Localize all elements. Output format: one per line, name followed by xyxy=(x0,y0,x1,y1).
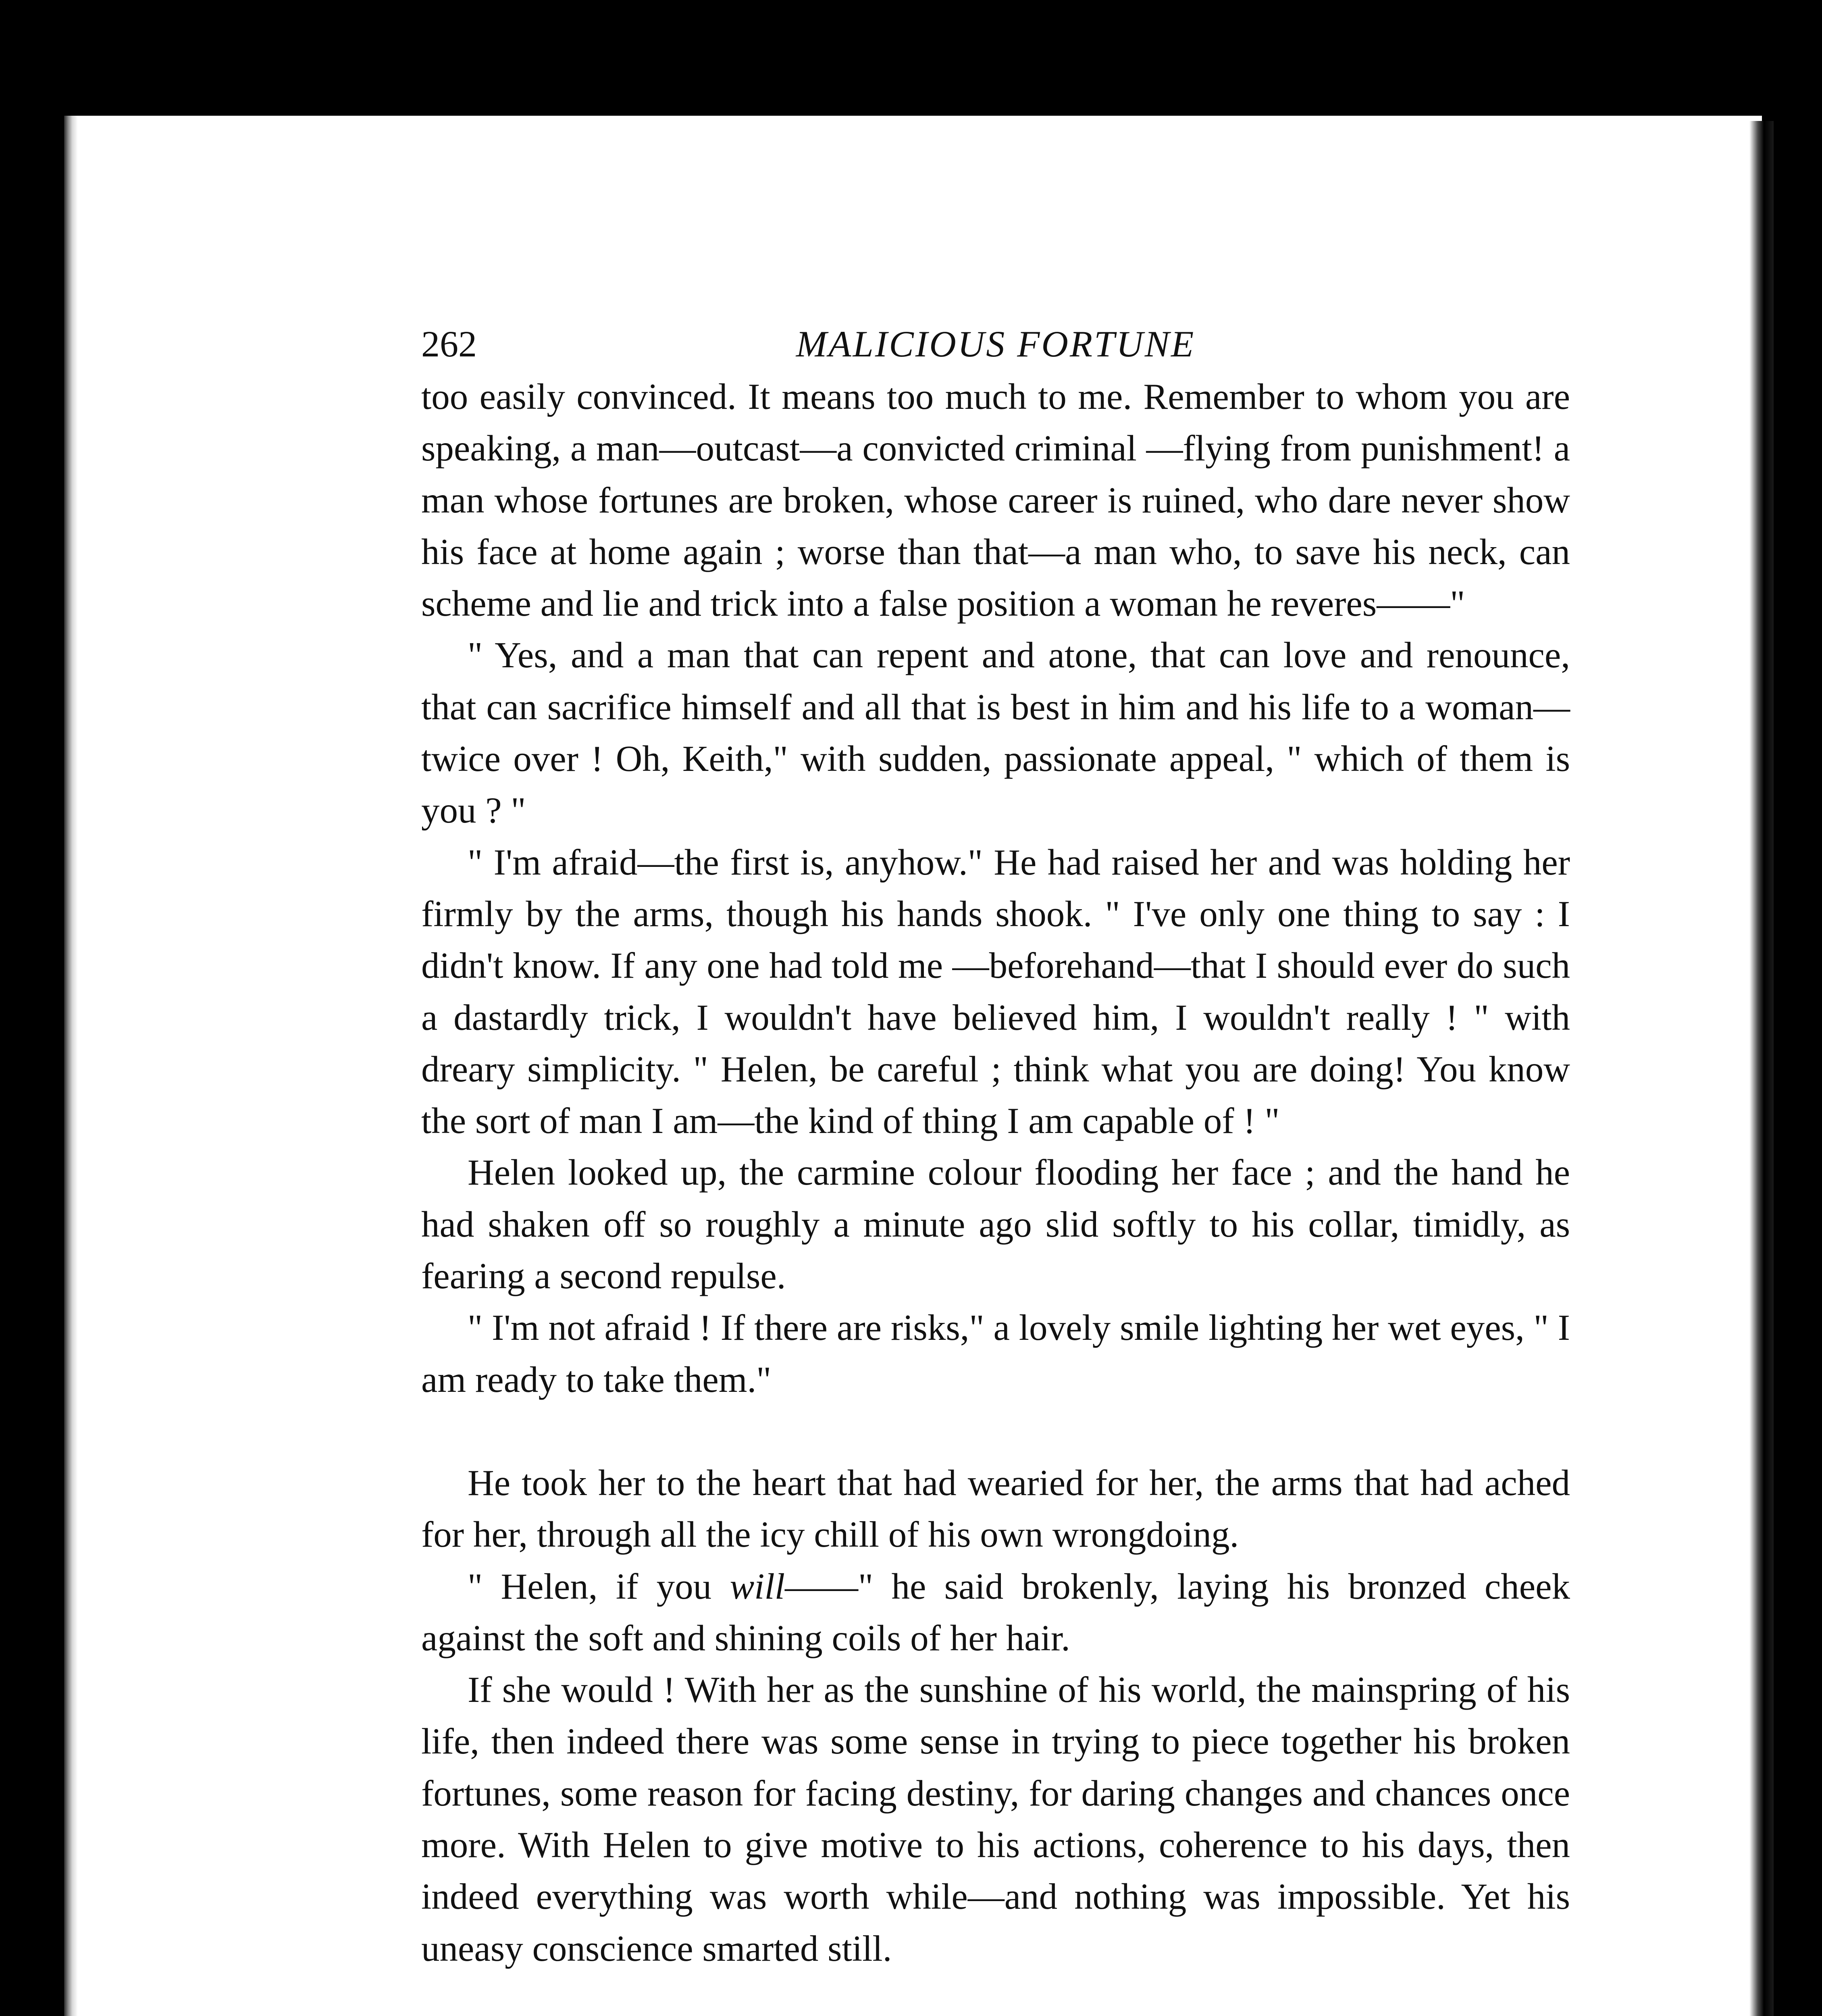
emphasis-will: will xyxy=(730,1566,785,1607)
page-left-edge-shadow xyxy=(64,116,78,2016)
paragraph-7 xyxy=(421,1561,1570,1664)
paragraph-8: If she would ! With her as the sunshine of his world, the mainspring of his life, then indeed there was some sense in trying to piece together his broken fortunes, some reason for facing destiny, for daring changes and chances once more. With Helen to give motive to his actions, coherence to his days, then indeed everything was worth while—and nothing was impossible. Yet his uneasy conscience smarted still. xyxy=(421,1669,1570,1969)
paragraph-6: He took her to the heart that had wearied for her, the arms that had ached for her, through all the icy chill of his own wrongdoing. xyxy=(421,1462,1570,1555)
paragraph-2: " Yes, and a man that can repent and atone, that can love and renounce, that can sacrifice himself and all that is best in him and his life to a woman—twice over ! Oh, Keith," with sudden, passionate appeal, " which of them is you ? " xyxy=(421,635,1570,831)
running-title: MALICIOUS FORTUNE xyxy=(796,323,1196,364)
running-header xyxy=(421,323,1570,371)
paragraph-7-before: " Helen, if you xyxy=(468,1566,730,1607)
paragraph-3: " I'm afraid—the first is, anyhow." He had raised her and was holding her firmly by the arms, though his hands shook. " I've only one thing to say : I didn't know. If any one had told me —beforehand—that I should ever do such a dastardly trick, I wouldn't have believed him, I wouldn't really ! " with dreary simplicity. " Helen, be careful ; think what you are doing! You know the sort of man I am—the kind of thing I am capable of ! " xyxy=(421,841,1570,1141)
paragraph-4: Helen looked up, the carmine colour flooding her face ; and the hand he had shaken off so roughly a minute ago slid softly to his collar, timidly, as fearing a second repulse. xyxy=(421,1152,1570,1297)
paragraph-1: too easily convinced. It means too much to me. Remember to whom you are speaking, a man—outcast—a convicted criminal —flying from punishment! a man whose fortunes are broken, whose career is ruined, who dare never show his face at home again ; worse than that—a man who, to save his neck, can scheme and lie and trick into a false position a woman he reveres——" xyxy=(421,376,1570,624)
page-content xyxy=(421,323,1570,1974)
paragraph-7-after: ——" he said brokenly, laying his bronzed cheek against the soft and shining coils of her hair. xyxy=(421,1566,1570,1658)
page-right-edge-shadow xyxy=(1749,121,1774,2016)
body-text xyxy=(421,371,1570,1974)
page-number: 262 xyxy=(421,323,477,364)
paragraph-5: " I'm not afraid ! If there are risks," a lovely smile lighting her wet eyes, " I am ready to take them." xyxy=(421,1307,1570,1400)
